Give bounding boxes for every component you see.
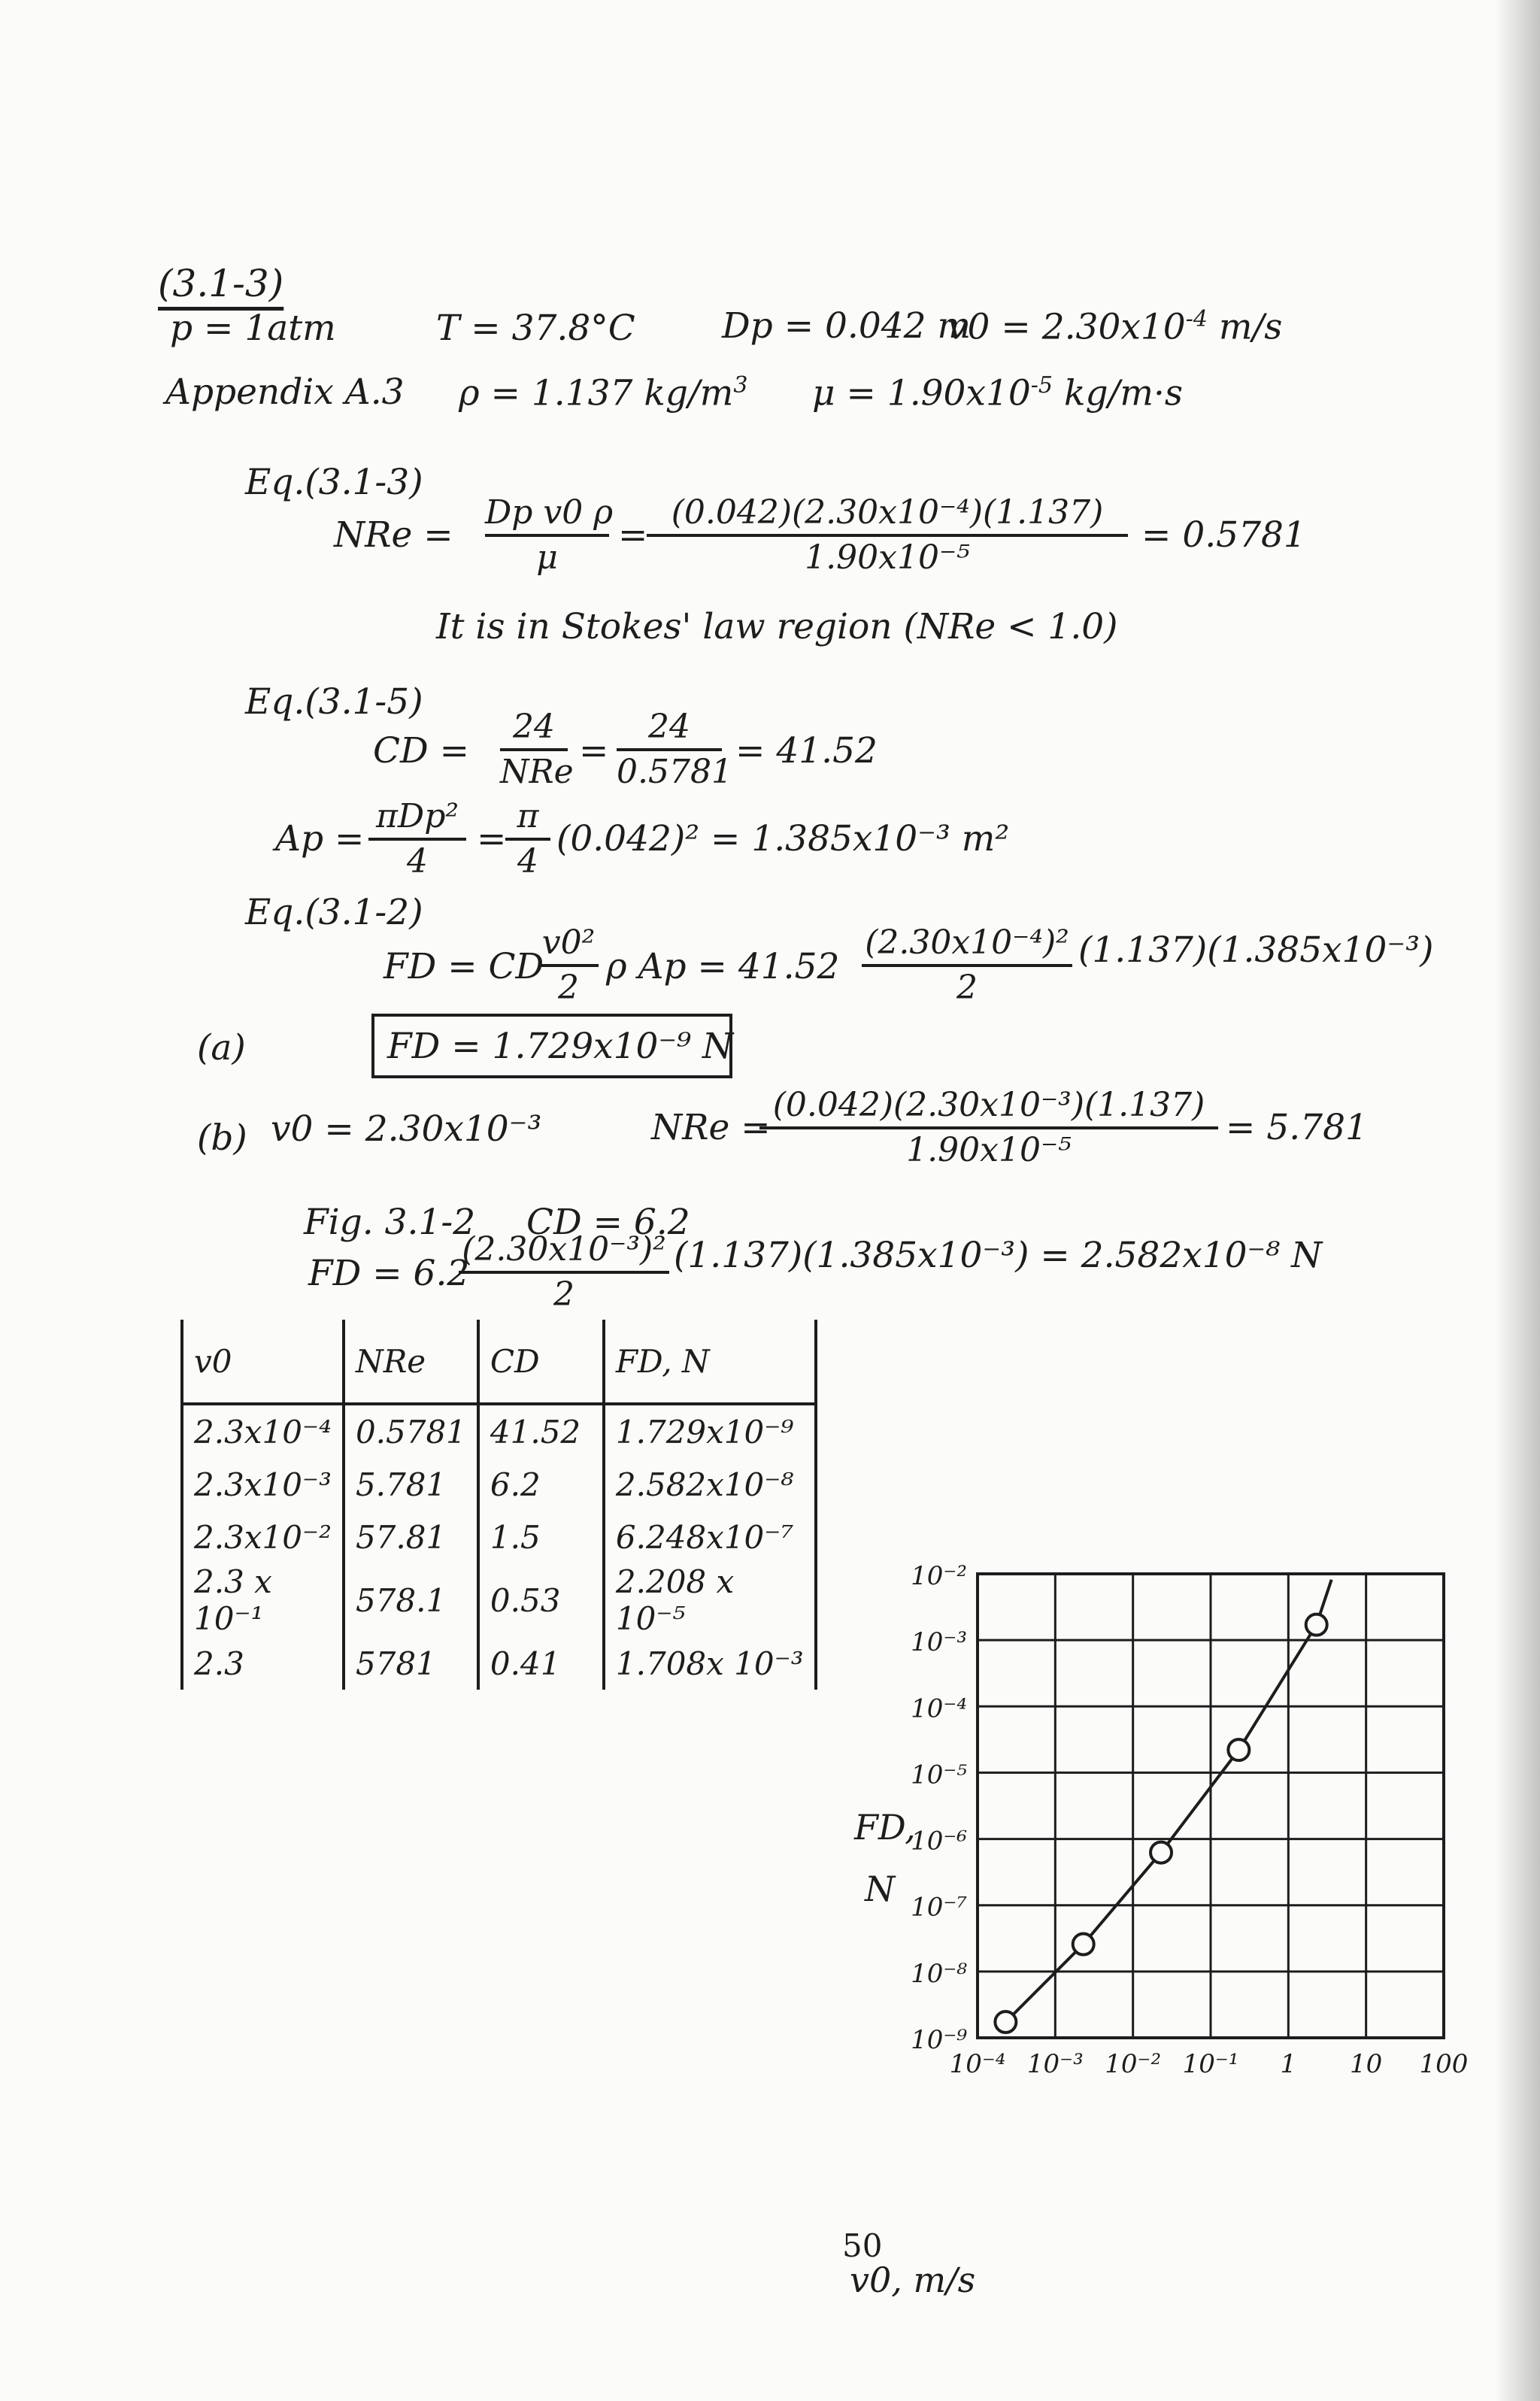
x-tick-label: 10⁻⁴	[949, 2049, 1006, 2079]
y-tick-label: 10⁻⁵	[911, 1760, 967, 1790]
fd-rest: (1.137)(1.385x10⁻³)	[1078, 929, 1434, 971]
fd-mid: ρ Ap = 41.52	[606, 946, 840, 987]
cell-velocity: 2.3 x 10⁻¹	[182, 1563, 344, 1637]
answer-a-value: FD = 1.729x10⁻⁹ N	[387, 1026, 734, 1067]
given-velocity: $v0 = 2.30x10^{-4}$ m/s	[947, 306, 1283, 348]
nre-symbolic-fraction: $\frac{\text{Dp v0 ρ}}{\mu}$	[485, 493, 614, 577]
data-point	[1073, 1934, 1094, 1955]
y-axis-tick-labels	[911, 1561, 967, 2055]
area-equals: =	[477, 818, 507, 859]
given-temperature: T = 37.8°C	[436, 308, 635, 349]
cd-lhs: CD =	[373, 730, 469, 772]
cell-fd: 2.582x10⁻⁸	[604, 1458, 816, 1511]
area-lhs: Ap =	[275, 818, 365, 859]
density: ρ = 1.137 $kg/m^3$	[459, 372, 748, 414]
nre-result: = 0.5781	[1141, 514, 1306, 556]
fd-fraction-velocity: $\frac{\text{(2.30x10⁻⁴)²}}{2}$	[862, 926, 1072, 1005]
data-point	[1150, 1842, 1172, 1863]
cell-fd: 1.729x10⁻⁹	[604, 1404, 816, 1458]
x-tick-label: 1	[1280, 2049, 1297, 2079]
part-b-fd-result: (1.137)(1.385x10⁻³) = 2.582x10⁻⁸ N	[674, 1235, 1323, 1276]
x-tick-label: 10⁻²	[1105, 2049, 1162, 2079]
cell-cd: 6.2	[478, 1458, 604, 1511]
cd-result: = 41.52	[735, 730, 878, 772]
col-header-velocity: v0	[182, 1320, 344, 1404]
page-number: 50	[842, 2227, 883, 2264]
viscosity: $\mu = 1.90x10^{-5}$ kg/m·s	[812, 372, 1183, 414]
x-axis-tick-labels	[950, 2049, 1469, 2079]
y-tick-label: 10⁻⁹	[911, 2025, 967, 2055]
part-b-nre-fraction: $\frac{\text{(0.042)(2.30x10⁻³)(1.137)}}{\text{1.90x10⁻⁵}}$	[759, 1089, 1218, 1167]
given-diameter: Dp = 0.042 m	[722, 305, 972, 347]
cell-fd: 1.708x 10⁻³	[604, 1637, 816, 1690]
part-b-cd: CD = 6.2	[526, 1202, 690, 1243]
part-b-velocity: v0 = 2.30x10⁻³	[271, 1108, 542, 1150]
y-axis-label-line1: FD,	[854, 1807, 916, 1848]
x-tick-label: 10	[1350, 2049, 1383, 2079]
cell-velocity: 2.3	[182, 1637, 344, 1690]
col-header-fd: FD, N	[604, 1320, 816, 1404]
col-header-nre: NRe	[344, 1320, 478, 1404]
fd-lhs: FD = CD	[383, 946, 544, 987]
area-fraction-symbolic: πDp² 4	[368, 800, 466, 878]
data-points	[995, 1614, 1326, 2033]
y-tick-label: 10⁻⁶	[911, 1826, 967, 1857]
part-b-nre-lhs: NRe =	[651, 1107, 771, 1148]
y-tick-label: 10⁻⁸	[911, 1958, 967, 1989]
data-point	[1228, 1739, 1249, 1760]
cell-nre: 5781	[344, 1637, 478, 1690]
part-b-fd-lhs: FD = 6.2	[308, 1253, 470, 1294]
x-axis-label: v0, m/s	[850, 2260, 976, 2300]
cd-equals: =	[579, 730, 609, 772]
stokes-conclusion: It is in Stokes' law region (NRe < 1.0)	[436, 606, 1118, 647]
eq-label-3-1-3: Eq.(3.1-3)	[245, 462, 423, 503]
nre-lhs: NRe =	[334, 514, 453, 556]
y-tick-label: 10⁻³	[911, 1627, 967, 1658]
problem-number: (3.1-3)	[158, 262, 284, 305]
part-b-fd-fraction: $\frac{\text{(2.30x10⁻³)²}}{2}$	[459, 1233, 669, 1311]
cell-nre: 0.5781	[344, 1404, 478, 1458]
col-header-cd: CD	[478, 1320, 604, 1404]
plot-grid	[978, 1574, 1444, 2038]
cd-fraction-numeric: $\frac{24}{0.5781}$	[617, 708, 732, 791]
cell-cd: 41.52	[478, 1404, 604, 1458]
part-b-nre-result: = 5.781	[1226, 1107, 1368, 1148]
nre-equals: =	[618, 514, 648, 556]
data-point	[995, 2011, 1016, 2033]
y-axis-label-line2: N	[865, 1869, 896, 1909]
cell-cd: 0.41	[478, 1637, 604, 1690]
appendix-label: Appendix A.3	[165, 371, 405, 413]
cell-fd: 2.208 x 10⁻⁵	[604, 1563, 816, 1637]
part-b-label: (b)	[197, 1117, 247, 1159]
cell-nre: 5.781	[344, 1458, 478, 1511]
cell-cd: 0.53	[478, 1563, 604, 1637]
fd-fraction-v2: $\frac{\text{v0²}}{2}$	[538, 926, 599, 1005]
y-tick-label: 10⁻⁷	[911, 1892, 967, 1923]
y-tick-label: 10⁻²	[911, 1561, 967, 1591]
x-tick-label: 100	[1419, 2049, 1469, 2079]
x-tick-label: 10⁻³	[1026, 2049, 1084, 2079]
cell-velocity: 2.3x10⁻⁴	[182, 1404, 344, 1458]
cell-fd: 6.248x10⁻⁷	[604, 1511, 816, 1563]
data-point	[1306, 1614, 1327, 1636]
area-result: (0.042)² = 1.385x10⁻³ m²	[556, 818, 1010, 859]
area-fraction-pi: $\frac{\pi}{4}$	[505, 800, 550, 878]
cd-fraction-symbolic: 24 NRe	[500, 708, 574, 791]
cell-velocity: 2.3x10⁻³	[182, 1458, 344, 1511]
cell-cd: 1.5	[478, 1511, 604, 1563]
nre-numeric-fraction: $\frac{\text{(0.042)(2.30x10⁻⁴)(1.137)}}{\text{1.90x10⁻⁵}}$	[647, 496, 1128, 574]
eq-label-3-1-5: Eq.(3.1-5)	[245, 681, 423, 723]
cell-nre: 578.1	[344, 1563, 478, 1637]
x-tick-label: 10⁻¹	[1182, 2049, 1239, 2079]
cell-velocity: 2.3x10⁻²	[182, 1511, 344, 1563]
fig-ref: Fig. 3.1-2	[304, 1202, 476, 1243]
part-a-label: (a)	[197, 1027, 246, 1069]
given-pressure: p = 1atm	[170, 308, 336, 349]
y-tick-label: 10⁻⁴	[911, 1693, 967, 1724]
eq-label-3-1-2: Eq.(3.1-2)	[245, 892, 423, 933]
cell-nre: 57.81	[344, 1511, 478, 1563]
